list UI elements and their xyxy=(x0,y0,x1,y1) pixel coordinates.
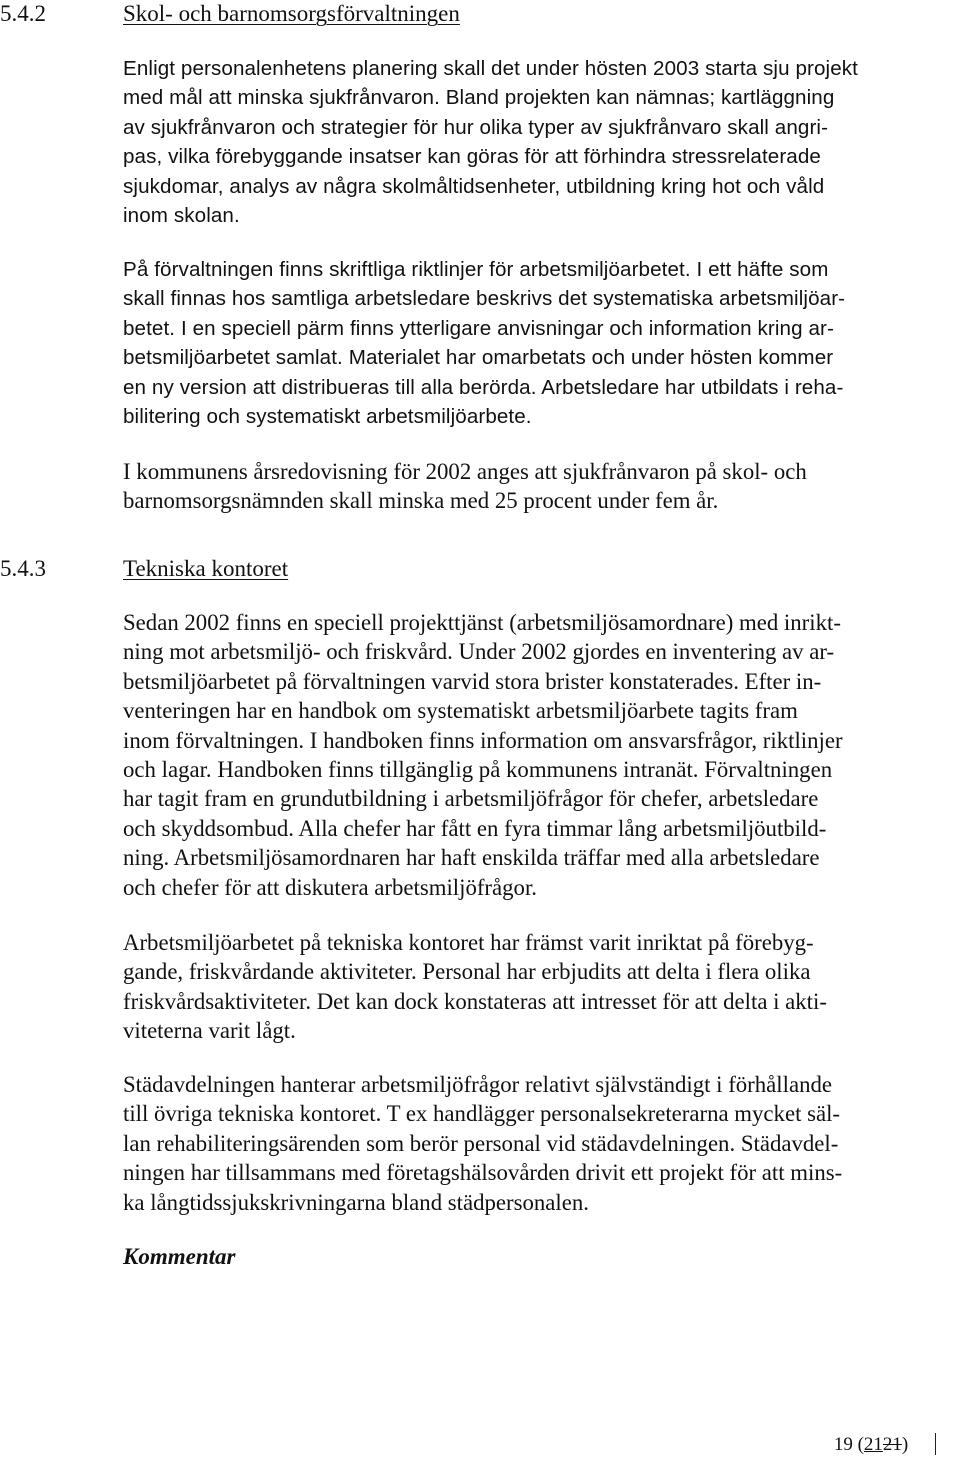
text-line: friskvårdsaktiviteter. Det kan dock konstateras att intresset för att delta i akti- xyxy=(123,988,827,1014)
text-line: betsmiljöarbetet samlat. Materialet har omarbetats och under hösten kommer xyxy=(123,346,834,370)
page-number-close-paren: ) xyxy=(901,1434,909,1455)
text-line: till övriga tekniska kontoret. T ex handlägger personalsekreterarna mycket säl- xyxy=(123,1101,841,1127)
page-number-deleted: 21 xyxy=(882,1434,902,1455)
text-line: betet. I en speciell pärm finns ytterligare anvisningar och information kring ar- xyxy=(123,316,834,340)
page-number-open-paren: ( xyxy=(857,1434,864,1455)
text-line: ningen har tillsammans med företagshälsovården drivit ett projekt för att mins- xyxy=(123,1160,843,1186)
text-line: ning mot arbetsmiljö- och friskvård. Under 2002 gjordes en inventering av ar- xyxy=(123,639,835,665)
paragraph-sickleave-projects xyxy=(123,54,935,230)
page-number-current: 19 xyxy=(833,1434,853,1455)
text-line: inom förvaltningen. I handboken finns information om ansvarsfrågor, riktlinjer xyxy=(123,727,843,753)
text-line: viteterna varit lågt. xyxy=(123,1018,296,1044)
page-number xyxy=(834,1433,936,1456)
paragraph-annual-report xyxy=(123,457,935,516)
text-line: ning. Arbetsmiljösamordnaren har haft enskilda träffar med alla arbetsledare xyxy=(123,845,820,871)
section-number: 5.4.3 xyxy=(0,556,46,581)
text-line: skall finnas hos samtliga arbetsledare beskrivs det systematiska arbetsmiljöar- xyxy=(123,287,846,311)
text-line: lan rehabiliteringsärenden som berör personal vid städavdelningen. Städavdel- xyxy=(123,1130,839,1156)
text-line: I kommunens årsredovisning för 2002 anges att sjukfrånvaron på skol- och xyxy=(123,459,807,484)
text-line: På förvaltningen finns skriftliga riktlinjer för arbetsmiljöarbetet. I ett häfte som xyxy=(123,258,829,281)
text-line: inom skolan. xyxy=(123,203,240,227)
text-line: en ny version att distribueras till alla berörda. Arbetsledare har utbildats i reha- xyxy=(123,375,844,399)
text-line: ka långtidssjukskrivningarna bland städpersonalen. xyxy=(123,1189,589,1215)
text-line: och chefer för att diskutera arbetsmiljöfrågor. xyxy=(123,874,537,900)
paragraph-wellness-activities xyxy=(123,928,935,1046)
text-line: pas, vilka förebyggande insatser kan göras för att förhindra stressrelaterade xyxy=(123,145,821,169)
text-line: har tagit fram en grundutbildning i arbetsmiljöfrågor för chefer, arbetsledare xyxy=(123,786,819,812)
paragraph-project-service xyxy=(123,608,935,902)
page-number-inserted: 21 xyxy=(863,1434,883,1455)
text-line: gande, friskvårdande aktiviteter. Personal har erbjudits att delta i flera olika xyxy=(123,959,811,985)
text-line: betsmiljöarbetet på förvaltningen varvid stora brister konstaterades. Efter in- xyxy=(123,668,822,694)
text-line: barnomsorgsnämnden skall minska med 25 procent under fem år. xyxy=(123,488,719,514)
text-line: Enligt personalenhetens planering skall det under hösten 2003 starta sju projekt xyxy=(123,57,858,80)
paragraph-cleaning-department xyxy=(123,1070,935,1217)
text-line: sjukdomar, analys av några skolmåltidsenheter, utbildning kring hot och våld xyxy=(123,174,825,198)
text-line: venteringen har en handbok om systematiskt arbetsmiljöarbete tagits fram xyxy=(123,698,798,724)
section-number: 5.4.2 xyxy=(0,1,46,26)
section-title: Skol- och barnomsorgsförvaltningen xyxy=(123,1,460,26)
comment-heading: Kommentar xyxy=(123,1244,236,1269)
section-title: Tekniska kontoret xyxy=(123,556,289,581)
text-line: med mål att minska sjukfrånvaron. Bland projekten kan nämnas; kartläggning xyxy=(123,86,835,110)
text-line: och skyddsombud. Alla chefer har fått en fyra timmar lång arbetsmiljöutbild- xyxy=(123,815,827,841)
change-bar xyxy=(935,1433,936,1455)
text-line: av sjukfrånvaron och strategier för hur olika typer av sjukfrånvaro skall angri- xyxy=(123,115,829,139)
text-line: Sedan 2002 finns en speciell projekttjänst (arbetsmiljösamordnare) med inrikt- xyxy=(123,610,841,635)
text-line: och lagar. Handboken finns tillgänglig på kommunens intranät. Förvaltningen xyxy=(123,756,833,782)
text-line: bilitering och systematiskt arbetsmiljöarbete. xyxy=(123,404,532,428)
text-line: Städavdelningen hanterar arbetsmiljöfrågor relativt självständigt i förhållande xyxy=(123,1072,832,1097)
paragraph-guidelines xyxy=(123,255,935,431)
text-line: Arbetsmiljöarbetet på tekniska kontoret har främst varit inriktat på förebyg- xyxy=(123,930,814,955)
